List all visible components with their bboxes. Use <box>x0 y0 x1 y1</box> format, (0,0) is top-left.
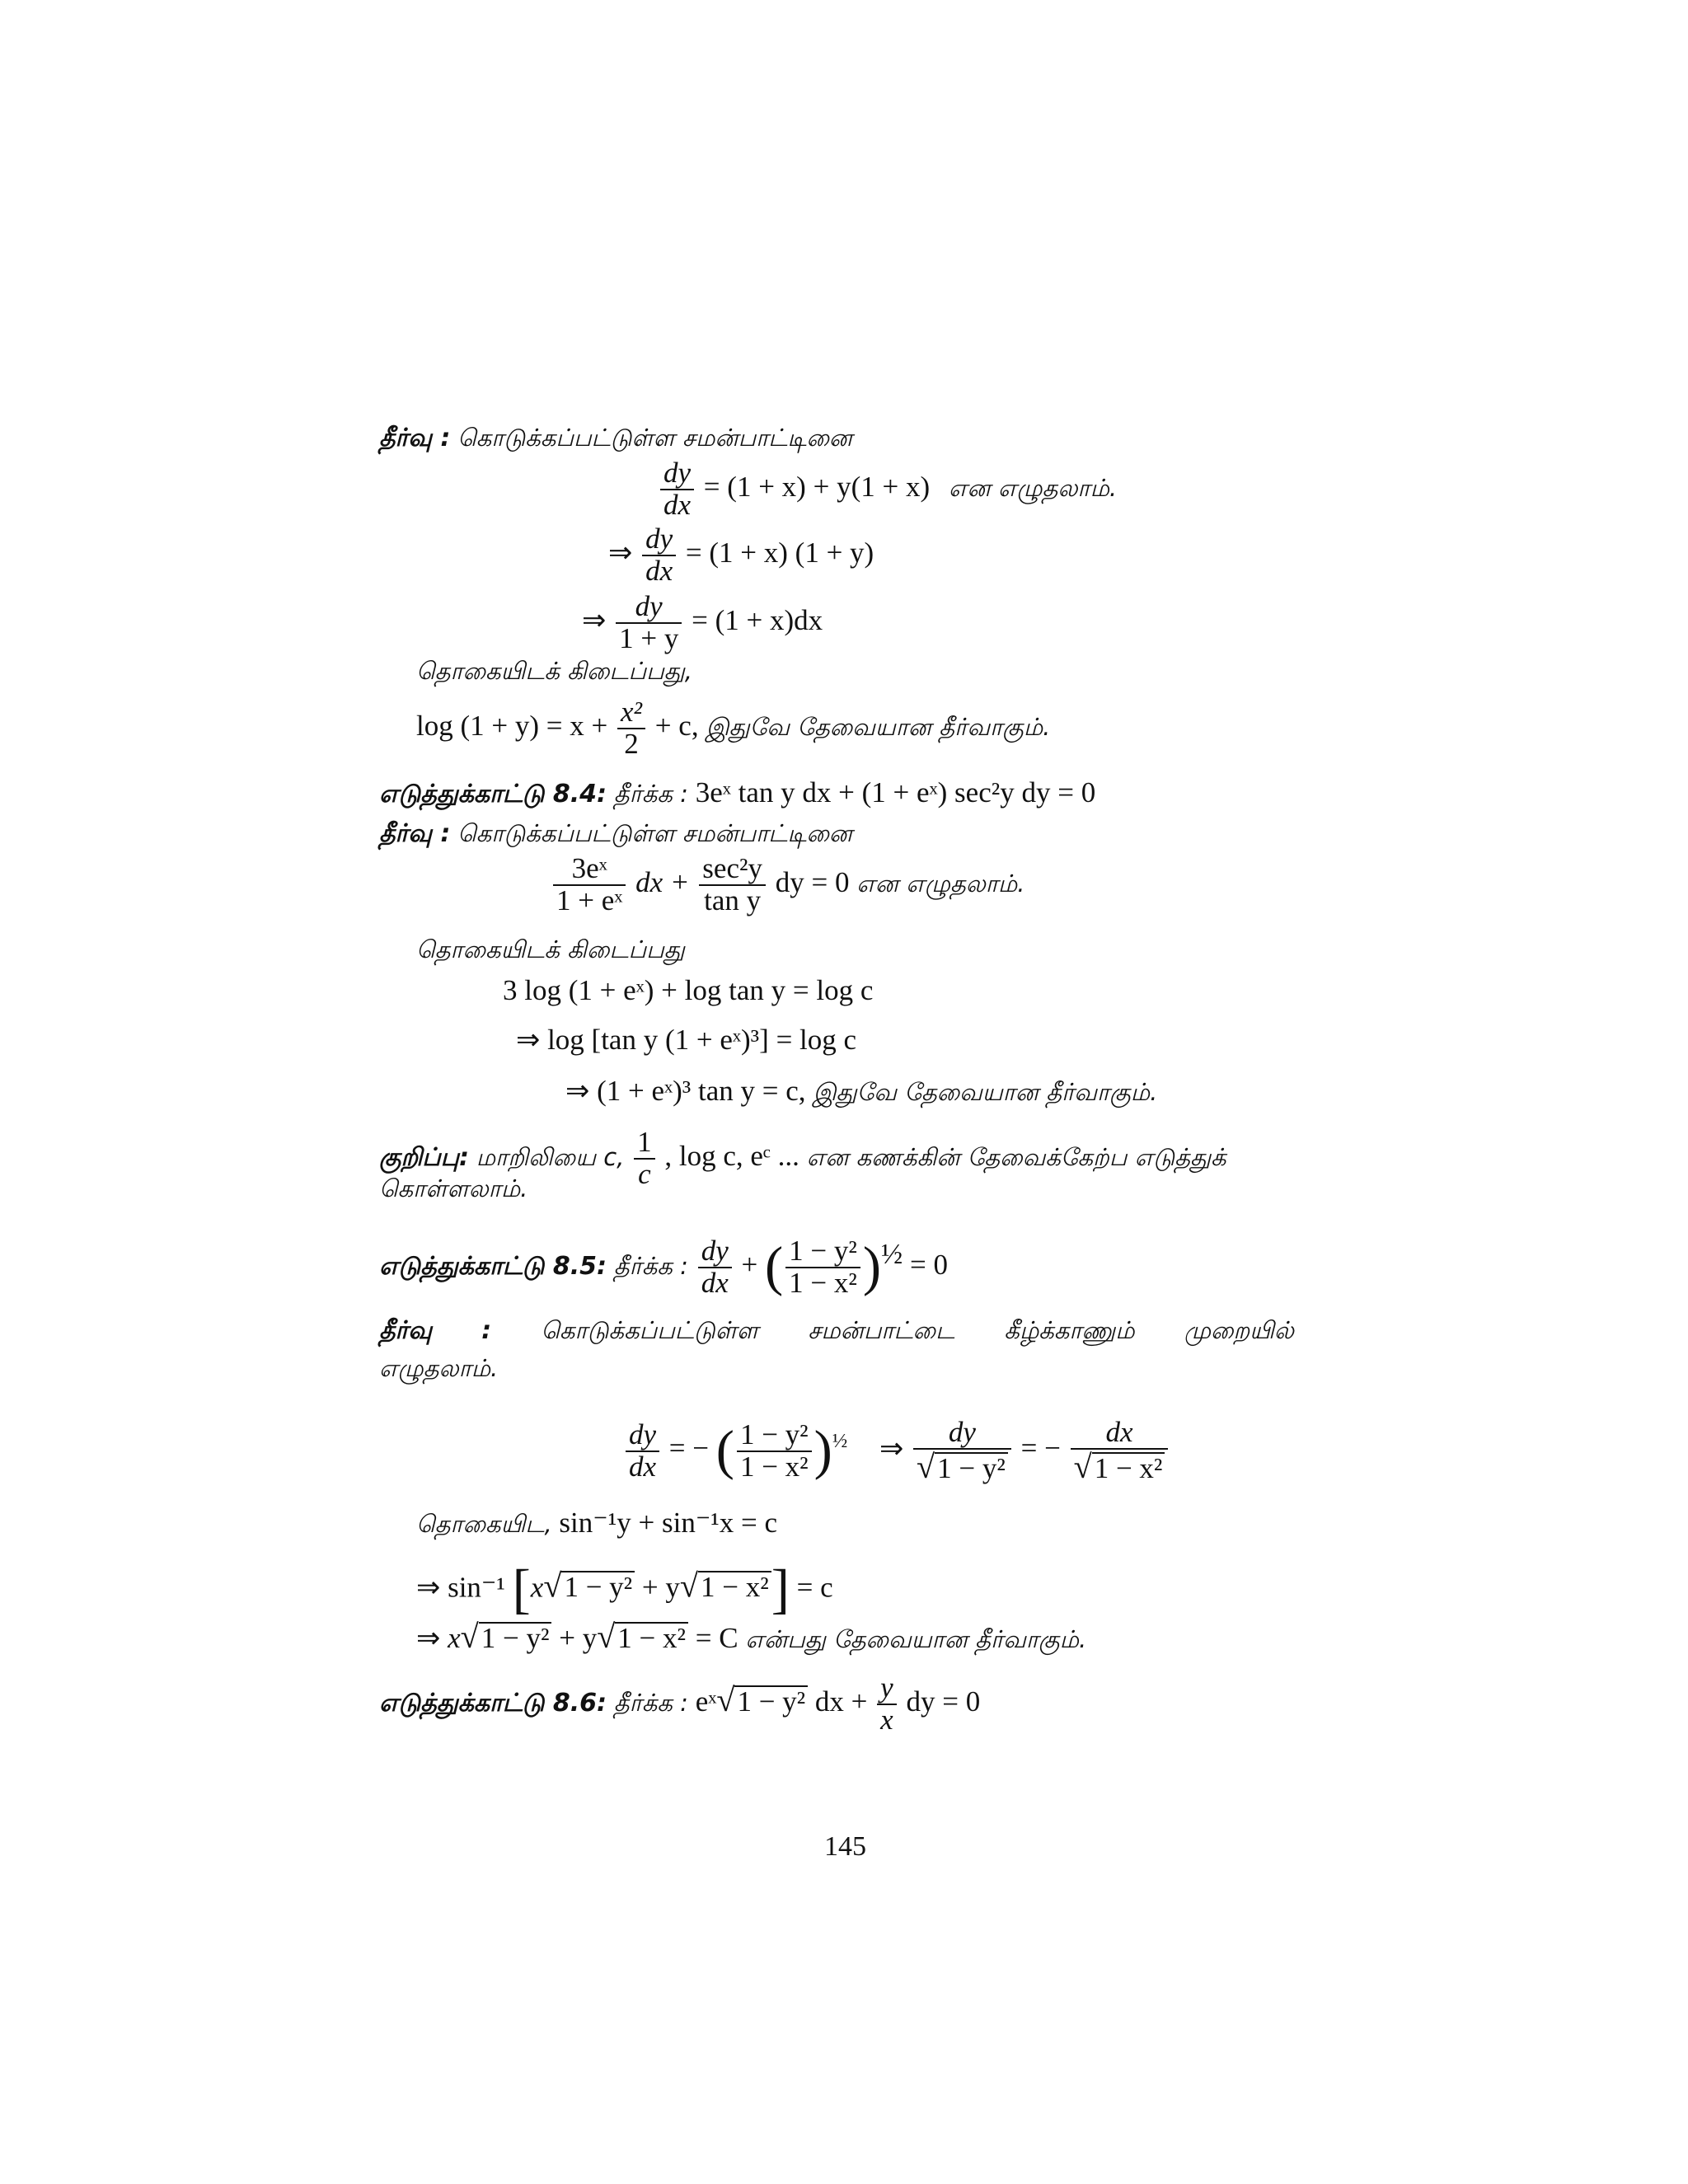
equation-4 <box>551 854 1025 916</box>
result-line <box>416 697 1050 760</box>
numerator: dy <box>635 590 663 622</box>
note-label: குறிப்பு: <box>379 1142 469 1172</box>
page-number: 145 <box>824 1831 866 1862</box>
fraction <box>553 854 626 916</box>
radicand: 1 − y² <box>734 1685 808 1716</box>
denominator <box>1071 1447 1169 1485</box>
exponent: ½ <box>881 1238 903 1271</box>
solution-word: கொடுக்கப்பட்டுள்ள <box>541 1316 759 1344</box>
fraction <box>877 1673 897 1736</box>
example-equation: 3eˣ tan y dx + (1 + eˣ) sec²y dy = 0 <box>695 776 1096 808</box>
equation-body: log [tan y (1 + eˣ)³] = log c <box>547 1024 857 1056</box>
solution-line-1 <box>379 422 852 451</box>
example-label: எடுத்துக்காட்டு 8.4: <box>379 780 607 808</box>
radical-sign-icon: √ <box>543 1567 562 1605</box>
implies-arrow: ⇒ <box>565 1075 590 1107</box>
left-paren: ( <box>715 1420 734 1481</box>
equals-c: = c <box>796 1571 833 1604</box>
equation-7 <box>565 1076 1157 1105</box>
implies-arrow: ⇒ <box>516 1024 541 1056</box>
integrate-text: தொகையிட, <box>416 1510 552 1538</box>
solve-label: தீர்க்க : <box>613 1688 688 1717</box>
example-label: எடுத்துக்காட்டு 8.5: <box>379 1251 607 1281</box>
numerator: dx <box>1105 1416 1133 1448</box>
example-8-4-heading <box>379 778 1095 807</box>
variable-x: x <box>448 1622 461 1654</box>
note-text: என கணக்கின் தேவைக்கேற்ப எடுத்துக் <box>806 1142 1226 1171</box>
equation-6 <box>516 1025 856 1054</box>
solution-word: முறையில் <box>1184 1316 1294 1344</box>
numerator: sec²y <box>699 854 766 886</box>
solution-word: சமன்பாட்டை <box>808 1316 955 1344</box>
integrate-line <box>416 1508 777 1537</box>
radicand: 1 − x² <box>1092 1452 1165 1484</box>
radical-sign-icon: √ <box>679 1567 699 1605</box>
numerator: 1 − y² <box>737 1420 812 1452</box>
integrate-text: தொகையிடக் கிடைப்பது <box>416 935 685 963</box>
radicand: 1 − y² <box>561 1571 635 1601</box>
fraction <box>626 1420 659 1483</box>
numerator: dy <box>663 457 692 489</box>
equation-body: (1 + eˣ)³ tan y = c, <box>597 1075 806 1107</box>
radicand: 1 − x² <box>698 1571 771 1601</box>
fraction <box>660 458 694 521</box>
plus-y: + y <box>641 1571 680 1604</box>
solution-line-3 <box>379 1316 1294 1345</box>
left-bracket: [ <box>512 1559 531 1619</box>
fraction <box>616 592 682 654</box>
solution-text: கொடுக்கப்பட்டுள்ள சமன்பாட்டினை <box>457 424 853 452</box>
solution-label: தீர்வு : <box>379 819 451 848</box>
equals-C: = C <box>695 1622 738 1654</box>
example-8-5-heading <box>379 1236 948 1299</box>
solve-label: தீர்க்க : <box>613 780 688 808</box>
result-lhs: log (1 + y) = x + <box>416 709 608 742</box>
denominator: dx <box>663 488 692 521</box>
numerator: y <box>880 1671 893 1704</box>
equation-text: இதுவே தேவையான தீர்வாகும். <box>813 1078 1158 1106</box>
exp-term: eˣ <box>695 1685 717 1718</box>
radical-sign-icon: √ <box>716 1680 735 1718</box>
denominator: dx <box>645 554 673 587</box>
numerator: dy <box>701 1235 729 1267</box>
implies-arrow: ⇒ <box>879 1432 904 1465</box>
denominator: 1 + eˣ <box>556 883 623 916</box>
fraction <box>617 697 645 760</box>
denominator: 1 − x² <box>789 1266 857 1299</box>
note-continuation: கொள்ளலாம். <box>379 1174 528 1202</box>
equation-rhs: = (1 + x) (1 + y) <box>685 536 874 569</box>
fraction <box>913 1418 1011 1484</box>
fraction <box>699 854 766 916</box>
implies-arrow: ⇒ <box>608 536 633 569</box>
radical-sign-icon: √ <box>597 1618 616 1655</box>
solve-label: தீர்க்க : <box>613 1251 688 1280</box>
radicand: 1 − y² <box>479 1622 552 1652</box>
numerator: 1 <box>634 1127 655 1160</box>
solution-line-2 <box>379 818 852 846</box>
fraction <box>698 1236 732 1299</box>
denominator: dx <box>629 1450 657 1483</box>
equation-text: என எழுதலாம். <box>948 473 1118 502</box>
numerator: x² <box>621 696 643 728</box>
solution-word: கீழ்க்காணும் <box>1004 1316 1135 1344</box>
solution-colon: : <box>481 1316 492 1345</box>
equation-9 <box>416 1559 833 1619</box>
example-label: எடுத்துக்காட்டு 8.6: <box>379 1688 607 1718</box>
integrate-equation: sin⁻¹y + sin⁻¹x = c <box>559 1507 778 1539</box>
denominator: 2 <box>624 727 639 760</box>
fraction <box>785 1236 860 1299</box>
integrate-text: தொகையிடக் கிடைப்பது, <box>416 657 693 685</box>
denominator: dx <box>701 1266 729 1299</box>
equation-tail: dy = 0 <box>775 865 850 898</box>
equation-tail: dy = 0 <box>906 1685 981 1718</box>
equation-text: என்பது தேவையான தீர்வாகும். <box>745 1625 1087 1653</box>
plus-y: + y <box>559 1622 598 1654</box>
solution-label: தீர்வு <box>379 1316 432 1345</box>
denominator: x <box>880 1703 893 1736</box>
variable-x: x <box>530 1571 544 1604</box>
fraction <box>634 1127 655 1190</box>
radical-sign-icon: √ <box>1073 1447 1092 1485</box>
equation-rhs: = (1 + x) + y(1 + x) <box>703 470 931 503</box>
solution-continuation: எழுதலாம். <box>379 1354 499 1382</box>
equation-10 <box>416 1620 1086 1653</box>
numerator: dy <box>645 523 673 555</box>
right-bracket: ] <box>771 1559 790 1619</box>
denominator <box>913 1447 1011 1485</box>
right-paren: ) <box>814 1420 832 1481</box>
right-paren: ) <box>862 1236 882 1297</box>
denominator: 1 − x² <box>739 1450 809 1483</box>
equation-3 <box>582 592 823 654</box>
denominator: c <box>638 1157 651 1190</box>
example-8-6-heading <box>379 1673 980 1736</box>
minus-equals: = − <box>1020 1432 1061 1465</box>
equation-1 <box>658 458 1117 521</box>
note-math: , log c, eᶜ ... <box>664 1139 799 1172</box>
numerator: dy <box>629 1418 657 1451</box>
numerator: 1 − y² <box>785 1236 860 1268</box>
result-text: இதுவே தேவையான தீர்வாகும். <box>706 712 1051 741</box>
equation-8 <box>623 1418 1170 1484</box>
fraction <box>737 1420 812 1483</box>
radical-sign-icon: √ <box>917 1447 935 1485</box>
equals-zero: = 0 <box>910 1248 949 1281</box>
solution-text: கொடுக்கப்பட்டுள்ள சமன்பாட்டினை <box>457 819 853 847</box>
numerator: dy <box>948 1416 976 1448</box>
sin-inverse: sin⁻¹ <box>448 1571 505 1604</box>
fraction <box>1071 1418 1169 1484</box>
radicand: 1 − x² <box>615 1622 688 1652</box>
solution-label: தீர்வு : <box>379 424 451 452</box>
equation-5: 3 log (1 + eˣ) + log tan y = log c <box>503 974 874 1006</box>
equation-rhs: = (1 + x)dx <box>692 603 823 636</box>
equation-text: என எழுதலாம். <box>856 869 1025 898</box>
equation-mid: dx + <box>635 865 690 898</box>
denominator: tan y <box>704 883 762 916</box>
fraction <box>642 524 676 587</box>
numerator: 3eˣ <box>553 854 626 886</box>
plus-sign: + <box>741 1248 758 1281</box>
implies-arrow: ⇒ <box>416 1571 441 1604</box>
left-paren: ( <box>764 1236 784 1297</box>
implies-arrow: ⇒ <box>416 1622 441 1654</box>
note-text: மாறிலியை c, <box>476 1142 625 1171</box>
exponent: ½ <box>832 1429 848 1452</box>
equation-2 <box>608 524 874 587</box>
minus-equals: = − <box>668 1432 710 1465</box>
denominator: 1 + y <box>619 621 679 654</box>
radical-sign-icon: √ <box>460 1618 479 1655</box>
dx-plus: dx + <box>814 1685 868 1718</box>
result-tail: + c, <box>654 709 699 742</box>
implies-arrow: ⇒ <box>582 603 607 636</box>
radicand: 1 − y² <box>935 1452 1008 1484</box>
